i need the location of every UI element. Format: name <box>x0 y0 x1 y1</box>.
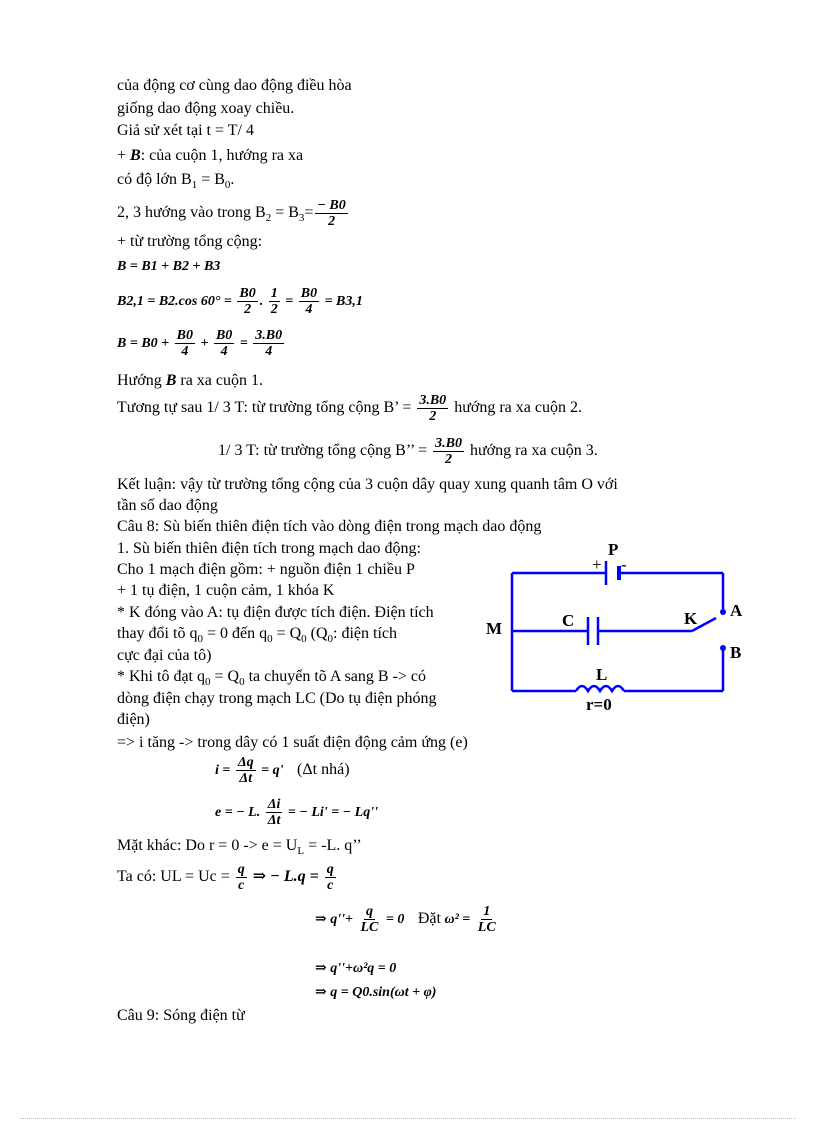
equation <box>117 326 286 362</box>
text-line: * K đóng vào A: tụ điện được tích điện. Điện tích <box>117 604 434 621</box>
subscript: 0 <box>301 633 307 646</box>
text-line <box>117 170 234 195</box>
label-r: r=0 <box>586 695 612 714</box>
text: . <box>230 171 235 188</box>
equation: ⇒ q = Q0.sin(ωt + φ) <box>315 985 437 1000</box>
label-plus: + <box>592 555 602 574</box>
label-a: A <box>730 601 743 620</box>
numerator: B0 <box>176 328 193 344</box>
subscript: 1 <box>191 179 198 192</box>
subscript: 2 <box>265 212 272 225</box>
numerator: Δi <box>267 797 281 813</box>
text-line: dòng điện chạy trong mạch LC (Do tụ điện phóng <box>117 690 437 707</box>
page-bottom-divider <box>20 1118 796 1119</box>
equation <box>215 752 350 789</box>
text-line: cực đại của tô) <box>117 647 212 664</box>
note: (Δt nhá) <box>297 761 350 778</box>
numerator: B0 <box>239 286 256 302</box>
inductor-coil <box>576 686 624 691</box>
equation: ⇒ q''+ω²q = 0 <box>315 961 397 976</box>
fraction <box>315 198 347 229</box>
text: = q' <box>261 763 284 778</box>
text: = B3,1 <box>324 294 363 309</box>
text: Tương tự sau 1/ 3 T: từ trường tổng cộng B’ = <box>117 399 412 416</box>
text: * Khi tô đạt q <box>117 668 205 685</box>
text: Đặt <box>417 910 441 927</box>
text-line: + từ trường tổng cộng: <box>117 233 263 250</box>
fraction <box>299 286 319 317</box>
text-line: => i tăng -> trong dây có 1 suất điện động cảm ứng (e) <box>117 734 468 751</box>
text: e = − L. <box>215 805 261 820</box>
equation <box>215 795 378 831</box>
text: ⇒ q''+ <box>315 912 353 927</box>
denominator: 4 <box>265 344 273 360</box>
text: Ta có: UL = Uc = <box>117 868 230 885</box>
numerator: B0 <box>300 286 318 302</box>
text: hướng ra xa cuộn 3. <box>469 442 598 459</box>
fraction <box>253 328 284 359</box>
label-minus: - <box>621 555 627 574</box>
label-p: P <box>608 540 619 559</box>
fraction <box>433 436 464 467</box>
denominator: 2 <box>445 451 453 467</box>
text: có độ lớn B <box>117 171 192 188</box>
denominator: LC <box>360 920 379 936</box>
text: 2, 3 hướng vào trong B <box>117 204 266 221</box>
text: = Q <box>272 625 302 642</box>
text: = 0 đến q <box>202 625 268 642</box>
text: : của cuộn 1, hướng ra xa <box>140 147 304 164</box>
text-line <box>117 146 303 166</box>
denominator: 2 <box>328 213 336 229</box>
text: Mặt khác: Do r = 0 -> e = U <box>117 837 298 854</box>
text: hướng ra xa cuộn 2. <box>454 399 582 416</box>
numerator: 3.B0 <box>435 435 462 451</box>
terminal-a-dot <box>720 609 726 615</box>
subscript: 0 <box>224 179 231 192</box>
text: = B <box>271 204 299 221</box>
label-k: K <box>684 609 698 628</box>
text: i = <box>215 763 231 778</box>
text-line: Cho 1 mạch điện gồm: + nguồn điện 1 chiều P <box>117 561 415 578</box>
text-line: điện) <box>117 711 150 728</box>
fraction <box>266 797 283 828</box>
text: = <box>304 204 314 221</box>
text: + <box>117 147 131 164</box>
fraction <box>237 286 257 317</box>
text-line: của động cơ cùng dao động điều hòa <box>117 77 352 94</box>
text: B2,1 = B2.cos 60° = <box>117 294 232 309</box>
lc-circuit-diagram <box>480 538 760 718</box>
fraction <box>476 904 498 935</box>
numerator: 3.B0 <box>255 328 283 344</box>
text: (Q <box>306 625 328 642</box>
numerator: q <box>326 861 334 877</box>
text: = B <box>197 171 225 188</box>
numerator: − B0 <box>317 197 346 213</box>
label-m: M <box>486 619 503 638</box>
text-line: + 1 tụ điện, 1 cuộn cảm, 1 khóa K <box>117 582 335 599</box>
equation <box>315 900 500 939</box>
numerator: 1 <box>483 904 491 920</box>
subscript: 0 <box>327 633 334 646</box>
numerator: 1 <box>270 286 278 302</box>
denominator: 2 <box>244 302 252 318</box>
text: thay đổi tõ q <box>117 625 198 642</box>
text-line: giống dao động xoay chiều. <box>117 100 295 117</box>
denominator: 4 <box>305 302 313 318</box>
text: ω² = <box>444 912 471 927</box>
text-line <box>117 371 263 391</box>
subscript: 0 <box>267 633 273 646</box>
vector-symbol: B <box>130 147 141 164</box>
fraction <box>175 328 195 359</box>
denominator: 2 <box>270 302 278 318</box>
denominator: c <box>327 877 334 893</box>
numerator: Δq <box>237 755 254 771</box>
text-line: tần số dao động <box>117 497 218 514</box>
text-line: Kết luận: vậy từ trường tổng cộng của 3 cuộn dây quay xung quanh tâm O với <box>117 476 618 493</box>
subscript: L <box>297 845 305 858</box>
text: = -L. q’’ <box>304 837 362 854</box>
subscript: 0 <box>205 676 211 689</box>
fraction <box>214 328 234 359</box>
text: B = B0 + <box>117 336 170 351</box>
label-b: B <box>730 643 742 662</box>
fraction <box>236 755 256 786</box>
text-line <box>218 432 598 470</box>
equation: B = B1 + B2 + B3 <box>117 259 221 274</box>
text: ra xa cuộn 1. <box>176 372 263 389</box>
fraction <box>417 393 448 424</box>
text-line <box>117 194 350 237</box>
text-line <box>117 389 582 427</box>
fraction <box>359 904 381 935</box>
subscript: 0 <box>239 676 245 689</box>
denominator: c <box>238 877 245 893</box>
text: = 0 <box>385 912 405 927</box>
numerator: q <box>365 904 373 920</box>
fraction <box>236 862 247 893</box>
label-c: C <box>562 611 575 630</box>
section-heading: Câu 8: Sù biến thiên điện tích vào dòng điện trong mạch dao động <box>117 518 542 535</box>
text: : điện tích <box>333 625 398 642</box>
label-l: L <box>596 665 608 684</box>
equation: B2,1 = B2.cos 60° = $\frac{B0}{2}$ . $\frac{1}{2}$ = $\frac{B0}{4}$ = B3,1 <box>117 286 363 318</box>
text-line: 1. Sù biến thiên điện tích trong mạch dao động: <box>117 540 421 557</box>
text-line: Giả sử xét tại t = T/ 4 <box>117 122 254 139</box>
subscript: 3 <box>298 212 305 225</box>
denominator: 4 <box>181 344 189 360</box>
subscript: 0 <box>197 633 203 646</box>
text-line <box>117 858 338 896</box>
text: 1/ 3 T: từ trường tổng cộng B’’ = <box>218 442 428 459</box>
text: + <box>200 336 209 351</box>
numerator: 3.B0 <box>419 392 447 408</box>
denominator: Δt <box>239 771 253 787</box>
text: ta chuyển tõ A sang B -> có <box>244 668 427 685</box>
numerator: q <box>237 861 245 877</box>
text: ⇒ − L.q = <box>252 868 319 885</box>
denominator: 2 <box>429 408 437 424</box>
denominator: Δt <box>267 813 281 829</box>
fraction <box>325 862 336 893</box>
fraction <box>269 286 280 317</box>
numerator: B0 <box>215 328 233 344</box>
terminal-b-dot <box>720 645 726 651</box>
denominator: 4 <box>220 344 228 360</box>
text: = Q <box>210 668 240 685</box>
text: = <box>239 336 248 351</box>
text: = − Li' = − Lq'' <box>287 805 378 820</box>
text: = <box>285 294 294 309</box>
vector-symbol: B <box>165 372 177 389</box>
text: Hướng <box>117 372 166 389</box>
section-heading: Câu 9: Sóng điện từ <box>117 1007 245 1024</box>
denominator: LC <box>477 920 496 936</box>
